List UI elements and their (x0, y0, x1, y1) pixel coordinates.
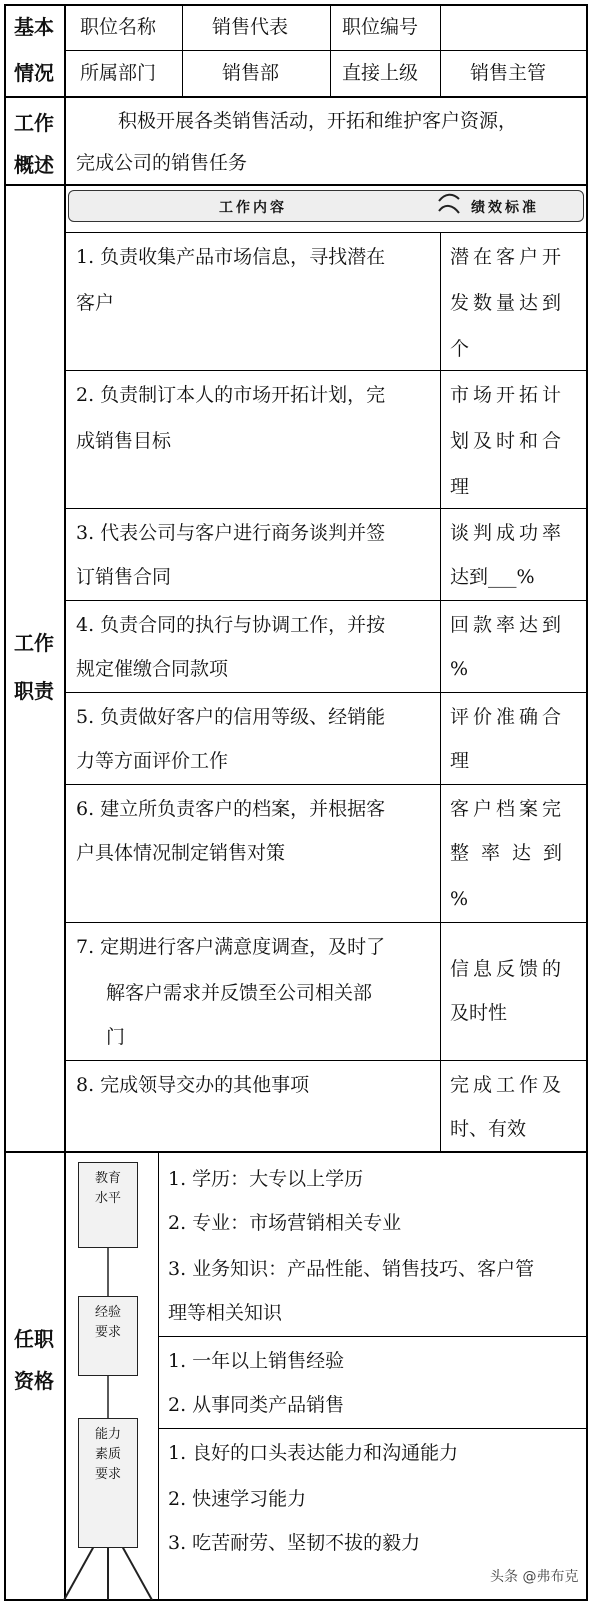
qualifications-section-label-top: 任职 (14, 1327, 54, 1351)
duty-8-content-line-1: 8. 完成领导交办的其他事项 (76, 1074, 310, 1096)
border-right (586, 4, 588, 1601)
ability-item-1: 1. 良好的口头表达能力和沟通能力 (168, 1442, 459, 1464)
easel-leg-right (122, 1546, 152, 1600)
duty-2-standard-line-1: 市场开拓计 (450, 384, 566, 406)
duty-7-content-line-1: 7. 定期进行客户满意度调查，及时了 (76, 936, 386, 958)
education-item-1: 1. 学历：大专以上学历 (168, 1168, 364, 1190)
duty-row-divider (66, 1060, 588, 1061)
duties-section-label-bottom: 职责 (14, 679, 54, 703)
duty-3-standard-line-2: 达到___% (450, 566, 535, 588)
flow-box-ability (78, 1418, 138, 1548)
experience-item-1: 1. 一年以上销售经验 (168, 1350, 345, 1372)
duty-3-content-line-2: 订销售合同 (76, 566, 172, 588)
duty-row-divider (66, 692, 588, 693)
job-code-label: 职位编号 (342, 16, 419, 38)
duty-4-content-line-1: 4. 负责合同的执行与协调工作，并按 (76, 614, 386, 636)
overview-section-label-bottom: 概述 (14, 153, 54, 177)
duty-2-content-line-2: 成销售目标 (76, 430, 172, 452)
ability-item-2: 2. 快速学习能力 (168, 1488, 307, 1510)
duty-row-divider (66, 508, 588, 509)
duty-7-standard-line-2: 及时性 (450, 1002, 508, 1024)
basic-col-divider-2 (330, 4, 331, 96)
overview-line-2: 完成公司的销售任务 (76, 152, 248, 174)
experience-item-2: 2. 从事同类产品销售 (168, 1394, 345, 1416)
duty-6-standard-line-1: 客户档案完 (450, 798, 566, 820)
duty-1-content-line-1: 1. 负责收集产品市场信息，寻找潜在 (76, 246, 386, 268)
duty-row-divider (66, 784, 588, 785)
flow-box-ability-line-1: 能力 (94, 1427, 121, 1442)
job-title-label: 职位名称 (80, 16, 157, 38)
duty-5-standard-line-2: 理 (450, 750, 470, 772)
flow-box-ability-line-3: 要求 (94, 1467, 121, 1482)
overview-section-label-top: 工作 (14, 111, 54, 135)
duties-header-standard: 绩效标准 (471, 200, 539, 216)
basic-col-divider-1 (182, 4, 183, 96)
supervisor-value: 销售主管 (470, 62, 547, 84)
flow-box-education-line-1: 教育 (94, 1171, 121, 1186)
supervisor-label: 直接上级 (342, 62, 419, 84)
basic-section-label-top: 基本 (14, 15, 54, 39)
education-item-2: 2. 专业：市场营销相关专业 (168, 1212, 402, 1234)
duty-row-divider (66, 370, 588, 371)
duties-header-bottom (66, 232, 588, 233)
duty-6-standard-line-3: % (450, 888, 469, 910)
basic-col-divider-3 (440, 4, 441, 96)
duty-2-content-line-1: 2. 负责制订本人的市场开拓计划，完 (76, 384, 386, 406)
duty-row-divider (66, 600, 588, 601)
duty-3-standard-line-1: 谈判成功率 (450, 522, 566, 544)
qualifications-divider-1 (158, 1336, 588, 1337)
duty-2-standard-line-2: 划及时和合 (450, 430, 566, 452)
scroll-curl-icon (437, 193, 461, 217)
duty-3-content-line-1: 3. 代表公司与客户进行商务谈判并签 (76, 522, 386, 544)
duty-5-content-line-1: 5. 负责做好客户的信用等级、经销能 (76, 706, 386, 728)
flow-box-experience-line-2: 要求 (94, 1325, 121, 1340)
ability-item-3: 3. 吃苦耐劳、坚韧不拔的毅力 (168, 1532, 421, 1554)
job-title-value: 销售代表 (212, 16, 289, 38)
basic-section-label-bottom: 情况 (14, 61, 54, 85)
duties-section-label-top: 工作 (14, 631, 54, 655)
duty-8-standard-line-1: 完成工作及 (450, 1074, 566, 1096)
education-item-3-cont: 理等相关知识 (168, 1302, 283, 1324)
duty-7-content-line-2: 解客户需求并反馈至公司相关部 (106, 982, 373, 1004)
duty-6-content-line-1: 6. 建立所负责客户的档案，并根据客 (76, 798, 386, 820)
watermark: 头条 @弗布克 (490, 1569, 579, 1585)
duty-1-standard-line-2: 发数量达到 (450, 292, 566, 314)
duty-7-standard-line-1: 信息反馈的 (450, 958, 566, 980)
duty-7-content-line-3: 门 (106, 1026, 126, 1048)
duty-6-standard-line-2: 整率达到 (450, 842, 575, 864)
duty-6-content-line-2: 户具体情况制定销售对策 (76, 842, 286, 864)
education-item-3: 3. 业务知识：产品性能、销售技巧、客户管 (168, 1258, 535, 1280)
overview-line-1: 积极开展各类销售活动，开拓和维护客户资源， (118, 110, 518, 132)
duty-1-standard-line-3: 个 (450, 338, 470, 360)
department-value: 销售部 (222, 62, 280, 84)
duty-4-content-line-2: 规定催缴合同款项 (76, 658, 229, 680)
duty-5-standard-line-1: 评价准确合 (450, 706, 566, 728)
flow-box-experience (78, 1296, 138, 1376)
flow-box-experience-line-1: 经验 (94, 1305, 121, 1320)
qualifications-divider-2 (158, 1428, 588, 1429)
flow-box-education-line-2: 水平 (94, 1191, 121, 1206)
duties-header-banner (68, 190, 584, 222)
duty-row-divider (66, 922, 588, 923)
duty-4-standard-line-1: 回款率达到 (450, 614, 566, 636)
qualifications-section-label-bottom: 资格 (14, 1369, 54, 1393)
department-label: 所属部门 (80, 62, 157, 84)
easel-leg-left (64, 1546, 94, 1600)
duty-1-standard-line-1: 潜在客户开 (450, 246, 566, 268)
duties-header-content: 工作内容 (219, 200, 287, 216)
flow-box-ability-line-2: 素质 (94, 1447, 121, 1462)
flow-box-education (78, 1162, 138, 1248)
duty-2-standard-line-3: 理 (450, 476, 470, 498)
duty-8-standard-line-2: 时、有效 (450, 1118, 527, 1140)
duty-5-content-line-2: 力等方面评价工作 (76, 750, 229, 772)
duty-4-standard-line-2: % (450, 658, 469, 680)
duty-1-content-line-2: 客户 (76, 292, 115, 314)
